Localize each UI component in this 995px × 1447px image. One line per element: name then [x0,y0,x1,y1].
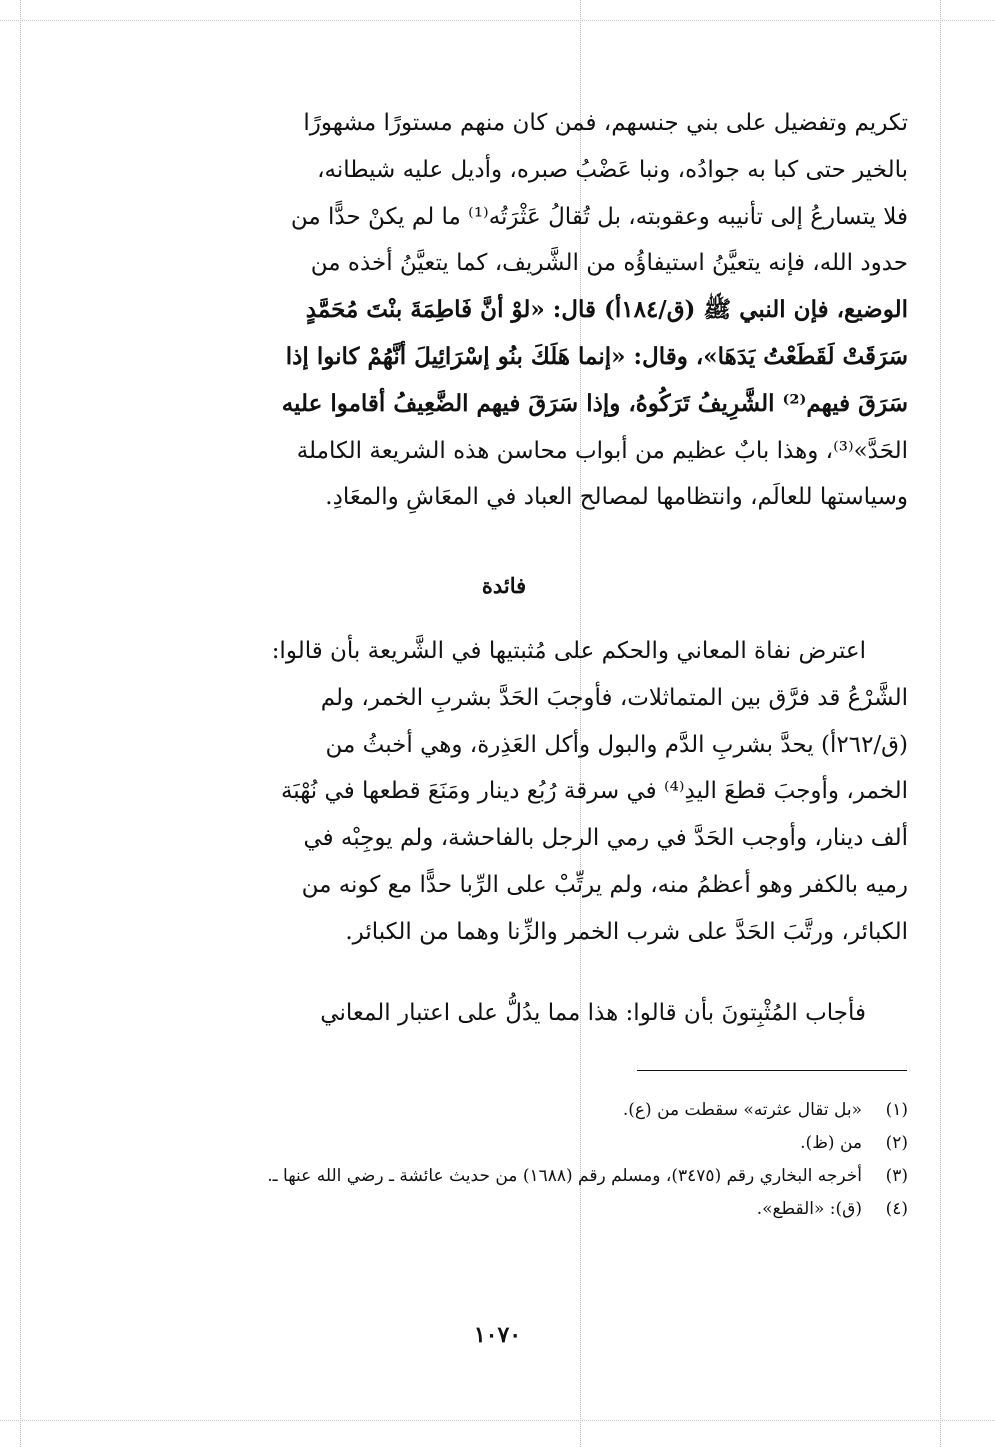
text-line: الشَّرْعُ قد فرَّق بين المتماثلات، فأوجبَ الحَدَّ بشربِ الخمر، ولم [320,684,908,711]
footnote-number: (٢) [885,1133,908,1153]
scan-guide-line [940,0,941,1447]
footnote-number: (٤) [885,1199,908,1219]
footnote-text: أخرجه البخاري رقم (٣٤٧٥)، ومسلم رقم (١٦٨٨) من حديث عائشة ـ رضي الله عنها ـ. [267,1166,862,1186]
text-line: وسياستها للعالَم، وانتظامها لمصالح العباد في المعَاشِ والمعَادِ. [325,484,908,511]
section-heading: فائدة [481,573,527,598]
text-line: الخمر، وأوجبَ قطعَ اليدِ⁽⁴⁾ في سرقة رُبُع دينار ومَنَعَ قطعها في نُهْبَة [280,778,908,805]
text-line: الكبائر، ورتَّبَ الحَدَّ على شرب الخمر والزِّنا وهما من الكبائر. [345,918,908,945]
footnote-text: «بل تقال عثرته» سقطت من (ع). [622,1100,862,1120]
hadith-line: سَرَقَتْ لَقَطَعْتُ يَدَهَا»، وقال: «إنما هَلَكَ بنُو إسْرَائِيلَ أنَّهُمْ كانوا إذا [285,342,908,370]
text-line: بالخير حتى كبا به جوادُه، ونبا عَضْبُ صبره، وأديل عليه شيطانه، [317,156,908,183]
footnote-text: من (ظ). [800,1133,862,1153]
hadith-line: الوضيع، فإن النبي ﷺ (ق/١٨٤أ) قال: «لوْ أنَّ فَاطِمَةَ بنْتَ مُحَمَّدٍ [305,296,908,324]
page-number: ١٠٧٠ [473,1322,522,1348]
text-line: فلا يتسارعُ إلى تأنيبه وعقوبته، بل تُقالُ عَثْرَتُه⁽¹⁾ ما لم يكنْ حدًّا من [290,203,908,230]
main-paragraph-3 [100,990,908,1036]
footnote-number: (١) [885,1100,908,1120]
footnotes [100,1094,908,1226]
footnote-item [100,1127,908,1160]
text-line: فأجاب المُثْبِتونَ بأن قالوا: هذا مما يدُلُّ على اعتبار المعاني [320,1000,866,1026]
footnote-item [100,1160,908,1193]
hadith-line: سَرَقَ فيهم⁽²⁾ الشَّرِيفُ تَرَكُوهُ، وإذا سَرَقَ فيهم الضَّعِيفُ أقاموا عليه [281,389,908,417]
text-line: رميه بالكفر وهو أعظمُ منه، ولم يرتِّبْ على الرِّبا حدًّا مع كونه من [301,871,908,898]
text-line: الحَدَّ»⁽³⁾، وهذا بابٌ عظيم من أبواب محاسن هذه الشريعة الكاملة [296,437,908,464]
text-line: ألف دينار، وأوجب الحَدَّ في رمي الرجل بالفاحشة، ولم يوجِبْه في [303,825,908,852]
footnote-text: (ق): «القطع». [756,1199,862,1219]
text-line: اعترض نفاة المعاني والحكم على مُثبتيها في الشَّريعة بأن قالوا: [271,638,866,664]
scan-guide-line [0,20,995,21]
main-paragraph-1 [100,100,908,521]
footnote-item [100,1094,908,1127]
main-paragraph-2 [100,628,908,956]
text-line: (ق/٢٦٢أ) يحدَّ بشربِ الدَّم والبول وأكل العَذِرة، وهي أخبثُ من [325,731,908,758]
footnote-number: (٣) [885,1166,908,1186]
text-line: حدود الله، فإنه يتعيَّنُ استيفاؤُه من الشَّريف، كما يتعيَّنُ أخذه من [310,250,908,277]
scan-guide-line [0,1420,995,1421]
text-line: تكريم وتفضيل على بني جنسهم، فمن كان منهم مستورًا مشهورًا [303,110,908,136]
footnote-item [100,1193,908,1226]
footnote-divider [637,1070,907,1071]
scan-guide-line [20,0,21,1447]
